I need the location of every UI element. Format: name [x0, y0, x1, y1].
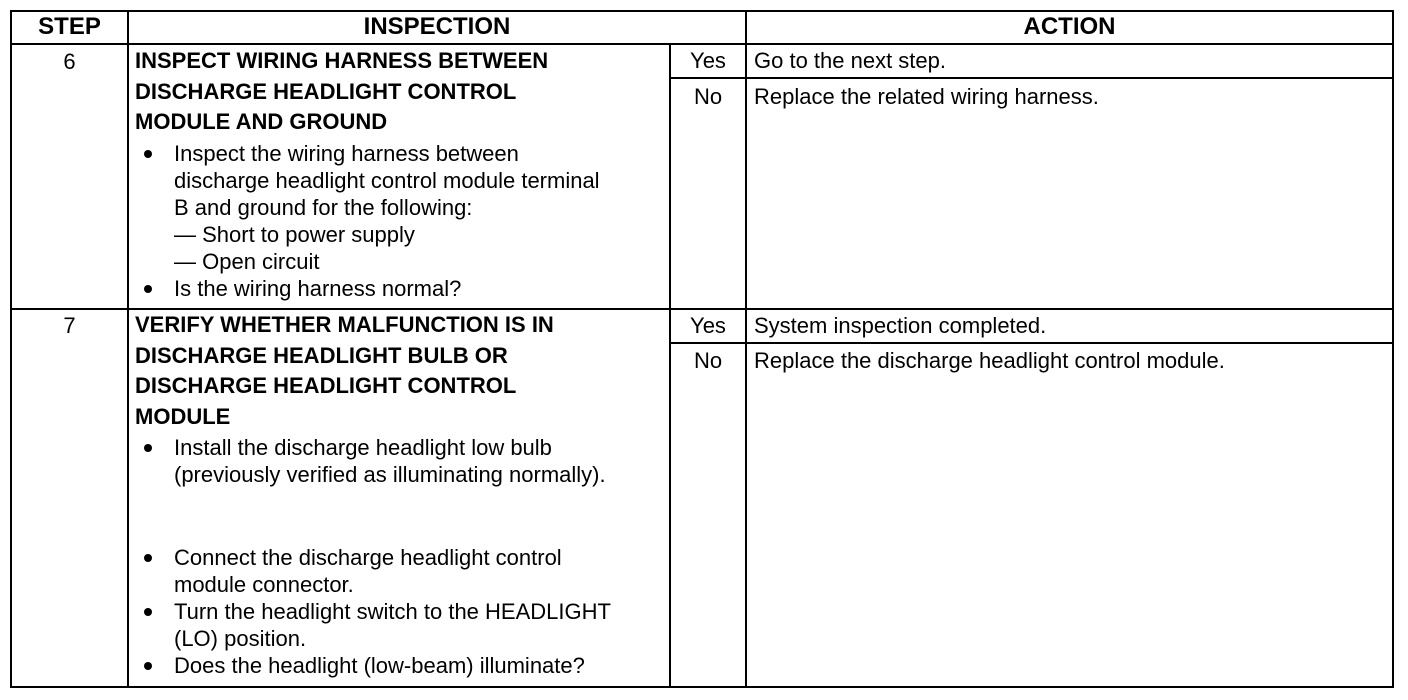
list-item-line: (previously verified as illuminating normally).: [174, 462, 606, 487]
list-item-line: — Short to power supply: [174, 222, 415, 247]
bullet-icon: [144, 554, 152, 562]
bullet-icon: [144, 608, 152, 616]
title-line: DISCHARGE HEADLIGHT CONTROL: [135, 373, 517, 398]
row6-yes-no-divider: [669, 77, 1394, 79]
no-action: Replace the discharge headlight control module.: [754, 348, 1225, 373]
title-line: MODULE AND GROUND: [135, 109, 388, 134]
bullet-icon: [144, 150, 152, 158]
header-inspection: INSPECTION: [363, 13, 511, 40]
bullet-icon: [144, 444, 152, 452]
list-item-line: Connect the discharge headlight control: [174, 545, 562, 570]
list-item-line: Install the discharge headlight low bulb: [174, 435, 552, 460]
list-item: [129, 598, 667, 652]
list-item-line: Inspect the wiring harness between: [174, 141, 519, 166]
list-item-line: module connector.: [174, 572, 354, 597]
yes-action: Go to the next step.: [754, 48, 947, 73]
inspection-steps: [129, 434, 667, 488]
list-item-line: Does the headlight (low-beam) illuminate?: [174, 653, 585, 678]
title-line: MODULE: [135, 403, 231, 429]
title-line: VERIFY WHETHER MALFUNCTION IS IN: [135, 312, 554, 337]
header-divider: [10, 43, 1394, 45]
list-item-line: Turn the headlight switch to the HEADLIGHT: [174, 599, 611, 624]
no-label: No: [693, 84, 723, 109]
title-line: INSPECT WIRING HARNESS BETWEEN: [135, 48, 549, 73]
list-item: [129, 140, 667, 275]
list-item: [129, 434, 667, 488]
list-item: [129, 652, 667, 679]
inspection-title: [135, 46, 665, 138]
title-line: DISCHARGE HEADLIGHT CONTROL: [135, 78, 517, 104]
yes-action: System inspection completed.: [754, 313, 1047, 338]
list-item-line: Is the wiring harness normal?: [174, 276, 462, 301]
inspection-action-divider: [745, 10, 747, 688]
header-step: STEP: [38, 13, 101, 40]
list-item-line: discharge headlight control module terminal: [174, 168, 600, 193]
table-border-left: [10, 10, 12, 688]
list-item: [129, 544, 667, 598]
no-label: No: [693, 348, 723, 373]
list-item-line: (LO) position.: [174, 626, 307, 651]
bullet-icon: [144, 285, 152, 293]
list-item-line: B and ground for the following:: [174, 195, 473, 220]
header-action: ACTION: [1023, 13, 1116, 40]
yes-label: Yes: [690, 48, 726, 73]
list-item-line: — Open circuit: [174, 249, 320, 274]
inspection-steps: [129, 544, 667, 679]
table-border-right: [1392, 10, 1394, 688]
yes-label: Yes: [690, 313, 726, 338]
inspection-steps: [129, 140, 667, 302]
list-item: [129, 275, 667, 302]
bullet-icon: [144, 662, 152, 670]
step-number: 7: [63, 313, 76, 338]
step-number: 6: [63, 49, 76, 74]
row7-yes-no-divider: [669, 342, 1394, 344]
inspection-title: [135, 310, 665, 432]
title-line: DISCHARGE HEADLIGHT BULB OR: [135, 342, 508, 368]
table-border-bottom: [10, 686, 1394, 688]
no-action: Replace the related wiring harness.: [754, 84, 1099, 109]
